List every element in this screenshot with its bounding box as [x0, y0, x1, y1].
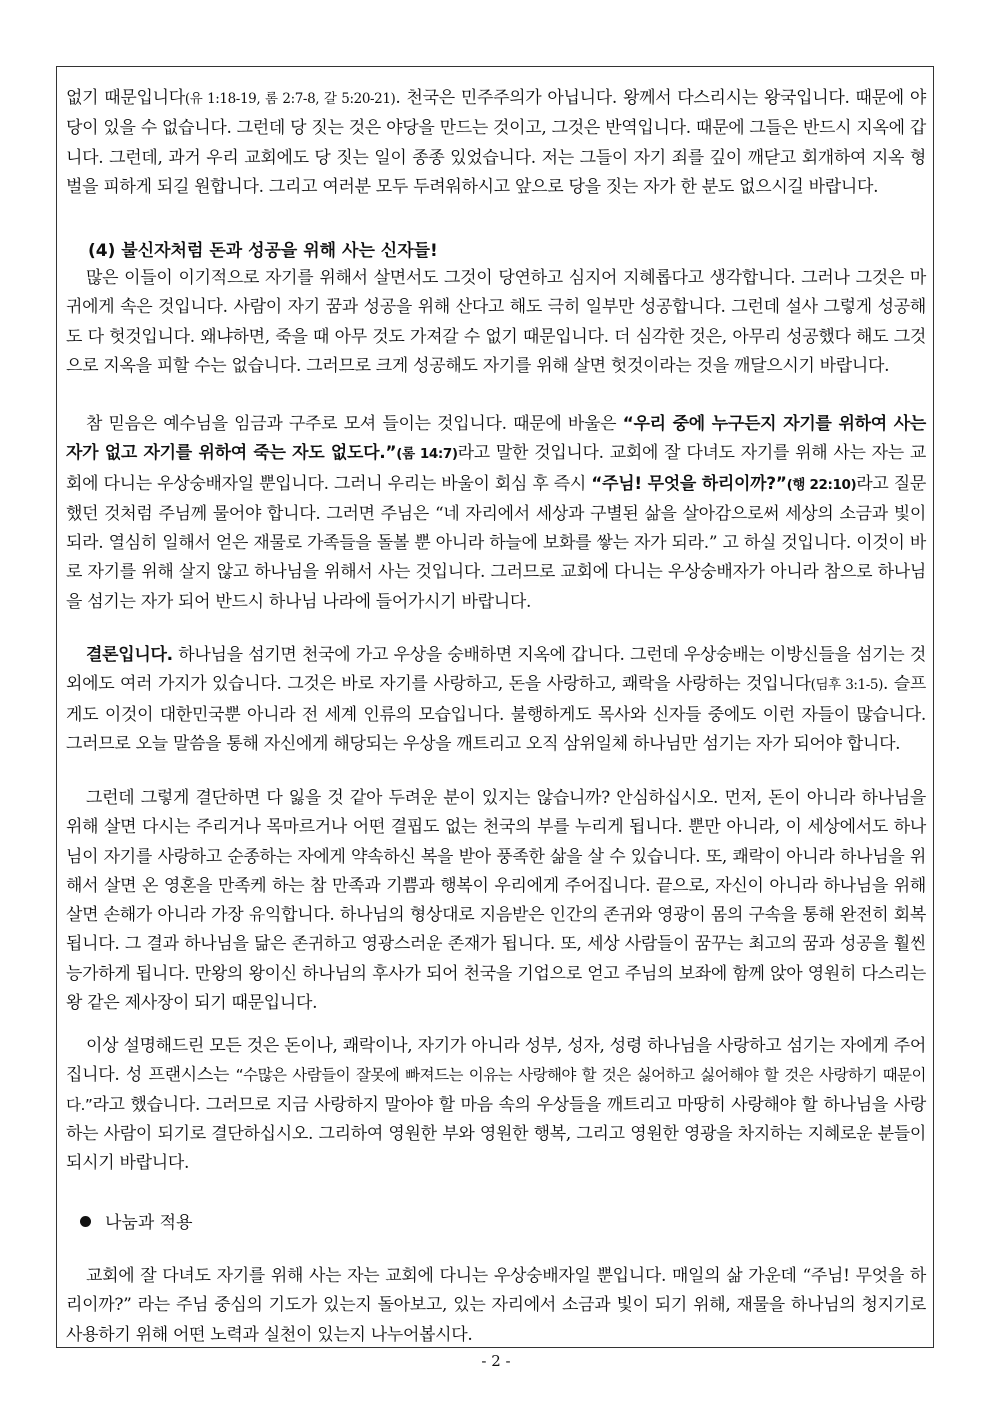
sharing-heading: 나눔과 적용: [80, 1208, 193, 1233]
paragraph-selfish-success: 많은 이들이 이기적으로 자기를 위해서 살면서도 그것이 당연하고 심지어 지혜롭다고 생각합니다. 그러나 그것은 마귀에게 속은 것입니다. 사람이 자기 꿈과 성공을 위해 산다고 해도 극히 일부만 성공합니다. 그런데 설사 그렇게 성공해도 다 헛것입니다. 왜냐하면, 죽을 때 아무 것도 가져갈 수 없기 때문입니다. 더 심각한 것은, 아무리 성공했다 해도 그것으로 지옥을 피할 수는 없습니다. 그러므로 크게 성공해도 자기를 위해 살면 헛것이라는 것을 깨달으시기 바랍니다.: [66, 268, 926, 376]
paragraph-sharing-application: 교회에 잘 다녀도 자기를 위해 사는 자는 교회에 다니는 우상숭배자일 뿐입니다. 매일의 삶 가운데 “주님! 무엇을 하리이까?” 라는 주님 중심의 기도가 있는지 돌아보고, 있는 자리에서 소금과 빛이 되기 위해, 재물을 하나님의 청지기로 사용하기 위해 어떤 노력과 실천이 있는지 나누어봅시다.: [66, 1266, 926, 1345]
paragraph-party-division: 없기 때문입니다(유 1:18-19, 롬 2:7-8, 갈 5:20-21). 천국은 민주주의가 아닙니다. 왕께서 다스리시는 왕국입니다. 때문에 야당이 있을 수 없습니다. 그런데 당 짓는 것은 야당을 만드는 것이고, 그것은 반역입니다. 때문에 그들은 반드시 지옥에 갑니다. 그런데, 과거 우리 교회에도 당 짓는 일이 종종 있었습니다. 저는 그들이 자기 죄를 깊이 깨닫고 회개하여 지옥 형벌을 피하게 되길 원합니다. 그리고 여러분 모두 두려워하시고 앞으로 당을 짓는 자가 한 분도 없으시길 바랍니다.: [66, 88, 926, 197]
section-heading-4: (4) 불신자처럼 돈과 성공을 위해 사는 신자들!: [88, 241, 438, 261]
bullet-icon: [80, 1216, 91, 1227]
paragraph-true-faith: 참 믿음은 예수님을 임금과 구주로 모셔 들이는 것입니다. 때문에 바울은 “우리 중에 누구든지 자기를 위하여 사는 자가 없고 자기를 위하여 죽는 자도 없도다.”(롬 14:7)라고 말한 것입니다. 교회에 잘 다녀도 자기를 위해 사는 자는 교회에 다니는 우상숭배자일 뿐입니다. 그러니 우리는 바울이 회심 후 즉시 “주님! 무엇을 하리이까?”(행 22:10)라고 질문했던 것처럼 주님께 물어야 합니다. 그러면 주님은 “네 자리에서 세상과 구별된 삶을 살아감으로써 세상의 소금과 빛이 되라. 열심히 일해서 얻은 재물로 가족들을 돌볼 뿐 아니라 하늘에 보화를 쌓는 자가 되라.” 고 하실 것입니다. 이것이 바로 자기를 위해 살지 않고 하나님을 위해서 사는 것입니다. 그러므로 교회에 다니는 우상숭배자가 아니라 참으로 하나님을 섬기는 자가 되어 반드시 하나님 나라에 들어가시기 바랍니다.: [66, 414, 926, 612]
page-number: - 2 -: [481, 1352, 511, 1370]
paragraph-reassurance: 그런데 그렇게 결단하면 다 잃을 것 같아 두려운 분이 있지는 않습니까? 안심하십시오. 먼저, 돈이 아니라 하나님을 위해 살면 다시는 주리거나 목마르거나 어떤 결핍도 없는 천국의 부를 누리게 됩니다. 뿐만 아니라, 이 세상에서도 하나님이 자기를 사랑하고 순종하는 자에게 약속하신 복을 받아 풍족한 삶을 살 수 있습니다. 또, 쾌락이 아니라 하나님을 위해서 살면 온 영혼을 만족케 하는 참 만족과 기쁨과 행복이 우리에게 주어집니다. 끝으로, 자신이 아니라 하나님을 위해 살면 손해가 아니라 가장 유익합니다. 하나님의 형상대로 지음받은 인간의 존귀와 영광이 몸의 구속을 통해 완전히 회복됩니다. 그 결과 하나님을 닮은 존귀하고 영광스러운 존재가 됩니다. 또, 세상 사람들이 꿈꾸는 최고의 꿈과 성공을 훨씬 능가하게 됩니다. 만왕의 왕이신 하나님의 후사가 되어 천국을 기업으로 얻고 주님의 보좌에 함께 앉아 영원히 다스리는 왕 같은 제사장이 되기 때문입니다.: [66, 788, 926, 1014]
paragraph-conclusion: 결론입니다. 하나님을 섬기면 천국에 가고 우상을 숭배하면 지옥에 갑니다. 그런데 우상숭배는 이방신들을 섬기는 것 외에도 여러 가지가 있습니다. 그것은 바로 자기를 사랑하고, 돈을 사랑하고, 쾌락을 사랑하는 것입니다(딤후 3:1-5). 슬프게도 이것이 대한민국뿐 아니라 전 세계 인류의 모습입니다. 불행하게도 목사와 신자들 중에도 이런 자들이 많습니다. 그러므로 오늘 말씀을 통해 자신에게 해당되는 우상을 깨트리고 오직 삼위일체 하나님만 섬기는 자가 되어야 합니다.: [66, 645, 926, 754]
paragraph-final-exhortation: 이상 설명해드린 모든 것은 돈이나, 쾌락이나, 자기가 아니라 성부, 성자, 성령 하나님을 사랑하고 섬기는 자에게 주어집니다. 성 프랜시스는 “수많은 사람들이 잘못에 빠져드는 이유는 사랑해야 할 것은 싫어하고 싫어해야 할 것은 사랑하기 때문이다.”라고 했습니다. 그러므로 지금 사랑하지 말아야 할 마음 속의 우상들을 깨트리고 마땅히 사랑해야 할 하나님을 사랑하는 사람이 되기로 결단하십시오. 그리하여 영원한 부와 영원한 행복, 그리고 영원한 영광을 차지하는 지혜로운 분들이 되시기 바랍니다.: [66, 1036, 927, 1174]
